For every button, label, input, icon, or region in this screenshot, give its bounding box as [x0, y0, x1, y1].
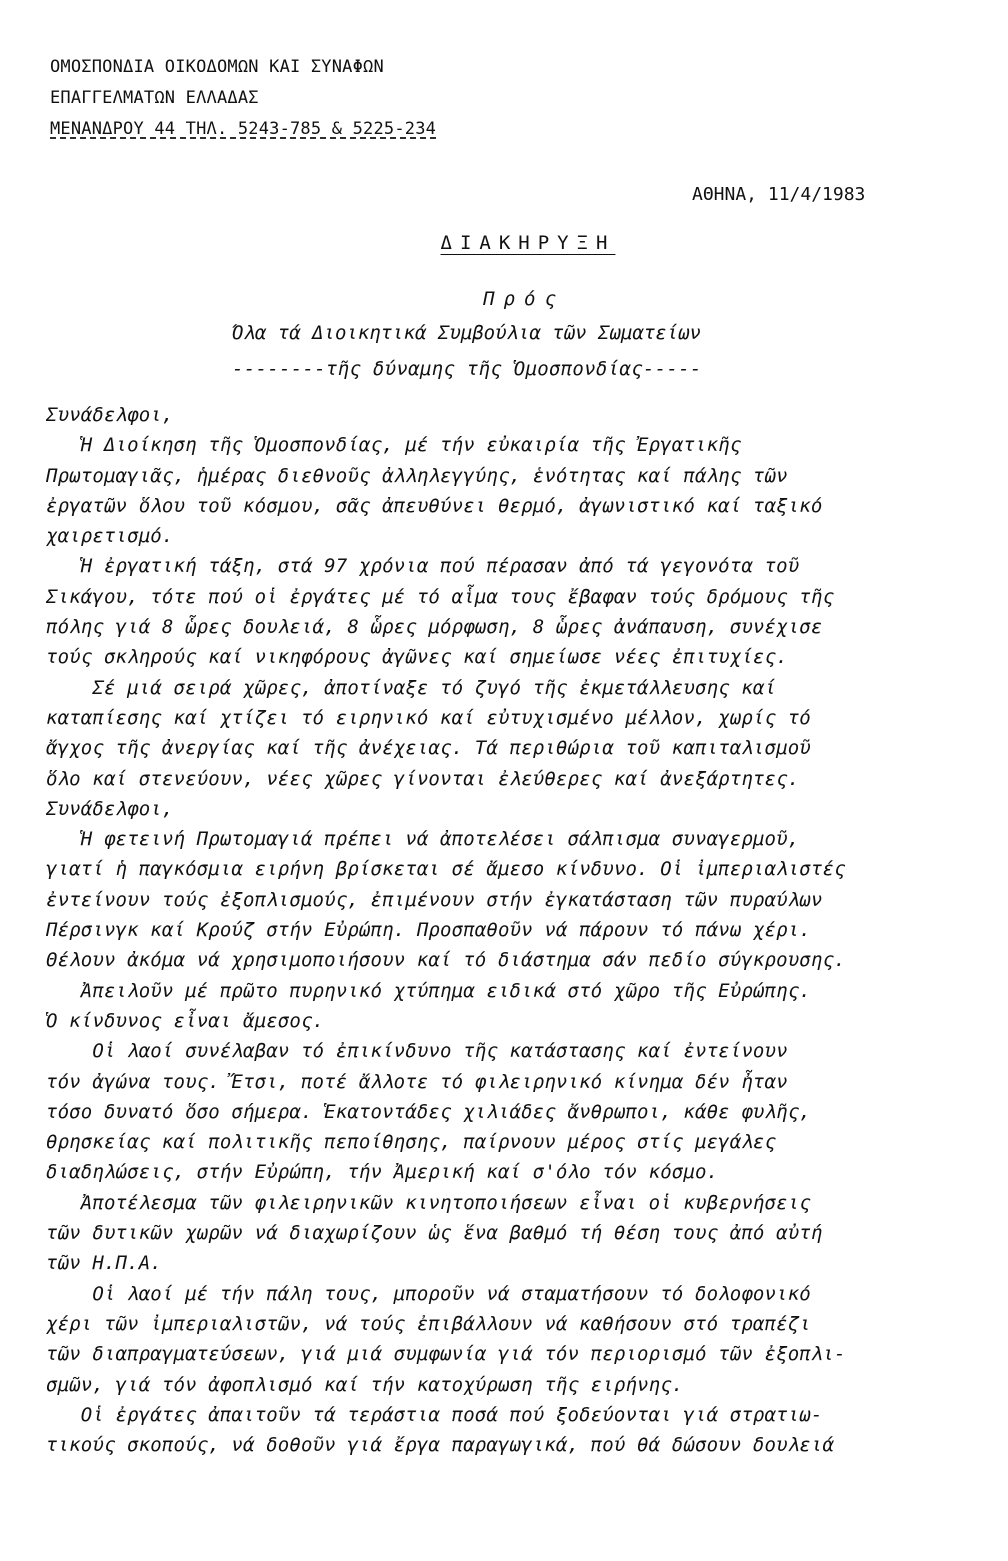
body-line: Οἱ λαοί συνέλαβαν τό ἐπικίνδυνο τῆς κατάστασης καί ἐντείνουν: [46, 1040, 788, 1063]
addressee-line-1: Όλα τά Διοικητικά Συμβούλια τῶν Σωματείων: [232, 322, 701, 344]
body-line: Ἡ ἐργατική τάξη, στά 97 χρόνια πού πέρασαν ἀπό τά γεγονότα τοῦ: [46, 555, 800, 578]
body-line: τόσο δυνατό ὅσο σήμερα. Ἑκατοντάδες χιλιάδες ἄνθρωποι, κάθε φυλῆς,: [46, 1100, 811, 1123]
document-title-text: ΔΙΑΚΗΡΥΞΗ: [440, 232, 616, 254]
document-date: ΑΘΗΝΑ, 11/4/1983: [692, 184, 866, 205]
addressee-to: [0, 288, 1008, 310]
body-line: χαιρετισμό.: [46, 525, 174, 548]
body-line: διαδηλώσεις, στήν Εὐρώπη, τήν Ἀμερική καί σ'όλο τόν κόσμο.: [46, 1161, 719, 1184]
body-line: Πέρσινγκ καί Κρούζ στήν Εὐρώπη. Προσπαθοῦν νά πάρουν τό πάνω χέρι.: [46, 919, 811, 942]
body-line: τούς σκληρούς καί νικηφόρους ἀγῶνες καί σημείωσε νέες ἐπιτυχίες.: [46, 646, 788, 669]
body-line: τῶν Η.Π.Α.: [46, 1252, 162, 1275]
letterhead: [50, 52, 436, 145]
body-line: Ἀποτέλεσμα τῶν φιλειρηνικῶν κινητοποιήσεων εἶναι οἱ κυβερνήσεις: [46, 1191, 811, 1214]
body-line: τῶν δυτικῶν χωρῶν νά διαχωρίζουν ὡς ἕνα βαθμό τή θέση τους ἀπό αὐτή: [46, 1222, 823, 1245]
body-line: χέρι τῶν ἰμπεριαλιστῶν, νά τούς ἐπιβάλλουν νά καθήσουν στό τραπέζι: [46, 1312, 811, 1335]
letterhead-organization-name-cont: ΕΠΑΓΓΕΛΜΑΤΩΝ ΕΛΛΑΔΑΣ: [50, 88, 259, 108]
body-line: ἐντείνουν τούς ἐξοπλισμούς, ἐπιμένουν στήν ἐγκατάσταση τῶν πυραύλων: [46, 888, 823, 911]
body-line: καταπίεσης καί χτίζει τό ειρηνικό καί εὐτυχισμένο μέλλον, χωρίς τό: [46, 706, 811, 729]
body-line: ἐργατῶν ὅλου τοῦ κόσμου, σᾶς ἀπευθύνει θερμό, ἀγωνιστικό καί ταξικό: [46, 494, 823, 517]
body-line: Θέλουν ἀκόμα νά χρησιμοποιήσουν καί τό διάστημα σάν πεδίο σύγκρουσης.: [46, 949, 846, 972]
body-line: Σέ μιά σειρά χῶρες, ἀποτίναξε τό ζυγό τῆς ἐκμετάλλευσης καί: [46, 676, 777, 699]
body-line: Ἡ Διοίκηση τῆς Ὁμοσπονδίας, μέ τήν εὐκαιρία τῆς Ἐργατικῆς: [46, 434, 742, 457]
body-line: σμῶν, γιά τόν ἀφοπλισμό καί τήν κατοχύρωση τῆς ειρήνης.: [46, 1373, 684, 1396]
letterhead-address-phone: ΜΕΝΑΝΔΡΟΥ 44 ΤΗΛ. 5243-785 & 5225-234: [50, 119, 437, 139]
body-line: Ἡ φετεινή Πρωτομαγιά πρέπει νά ἀποτελέσει σάλπισμα συναγερμοῦ,: [46, 828, 800, 851]
body-line: γιατί ἡ παγκόσμια ειρήνη βρίσκεται σέ ἄμεσο κίνδυνο. Οἱ ἰμπεριαλιστές: [46, 858, 846, 881]
body-line: Συνάδελφοι,: [46, 797, 174, 820]
body-line: ὅλο καί στενεύουν, νέες χῶρες γίνονται ἐλεύθερες καί ἀνεξάρτητες.: [46, 767, 800, 790]
body-line: ἄγχος τῆς ἀνεργίας καί τῆς ἀνέχειας. Τά περιθώρια τοῦ καπιταλισμοῦ: [46, 737, 811, 760]
body-line: τῶν διαπραγματεύσεων, γιά μιά συμφωνία γιά τόν περιορισμό τῶν ἐξοπλι-: [46, 1343, 846, 1366]
addressee-line-2: --------τῆς δύναμης τῆς Ὁμοσπονδίας-----: [232, 358, 702, 380]
body-line: Σικάγου, τότε πού οἱ ἐργάτες μέ τό αἷμα τους ἔβαφαν τούς δρόμους τῆς: [46, 585, 835, 608]
body-line: τόν ἀγώνα τους. Ἔτσι, ποτέ ἄλλοτε τό φιλειρηνικό κίνημα δέν ἦταν: [46, 1070, 788, 1093]
body-line: τικούς σκοπούς, νά δοθοῦν γιά ἔργα παραγωγικά, πού θά δώσουν δουλειά: [46, 1434, 835, 1457]
body-line: Οἱ λαοί μέ τήν πάλη τους, μποροῦν νά σταματήσουν τό δολοφονικό: [46, 1282, 811, 1305]
body-line: Οἱ ἐργάτες ἀπαιτοῦν τά τεράστια ποσά πού ξοδεύονται γιά στρατιω-: [46, 1403, 823, 1426]
addressee-to-text: Πρός: [483, 288, 565, 310]
body-line: Πρωτομαγιᾶς, ἡμέρας διεθνοῦς ἀλληλεγγύης, ἑνότητας καί πάλης τῶν: [46, 464, 788, 487]
body-line: Ὁ κίνδυνος εἶναι ἄμεσος.: [46, 1009, 325, 1032]
document-title: [0, 232, 1008, 254]
letterhead-organization-name: ΟΜΟΣΠΟΝΔΙΑ ΟΙΚΟΔΟΜΩΝ ΚΑΙ ΣΥΝΑΦΩΝ: [50, 57, 384, 77]
body-line: Ἀπειλοῦν μέ πρῶτο πυρηνικό χτύπημα ειδικά στό χῶρο τῆς Εὐρώπης.: [46, 979, 811, 1002]
body-line: θρησκείας καί πολιτικῆς πεποίθησης, παίρνουν μέρος στίς μεγάλες: [46, 1131, 777, 1154]
letter-body: [46, 400, 966, 1460]
body-line: Συνάδελφοι,: [46, 404, 174, 426]
body-line: πόλης γιά 8 ὧρες δουλειά, 8 ὧρες μόρφωση, 8 ὧρες ἀνάπαυση, συνέχισε: [46, 616, 823, 639]
